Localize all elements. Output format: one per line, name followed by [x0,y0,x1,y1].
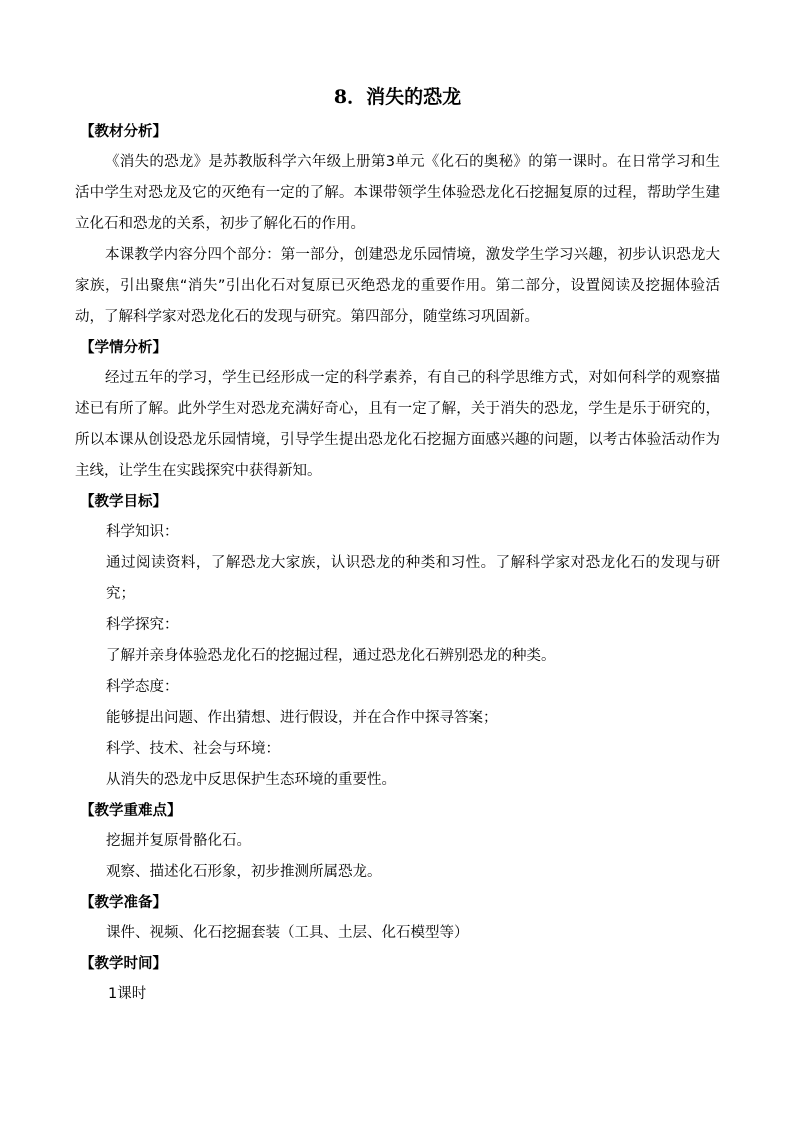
section-heading-key-points: 【教学重难点】 [80,803,182,819]
objective-attitude-label: 科学态度： [106,679,179,695]
analysis-paragraph-1: 《消失的恐龙》是苏教版科学六年级上册第3单元《化石的奥秘》的第一课时。在日常学习和生活中学生对恐龙及它的灭绝有一定的了解。本课带领学生体验恐龙化石挖掘复原的过程，帮助学生建立化石和恐龙的关系，初步了解化石的作用。 [75,154,720,232]
section-time [75,949,720,1010]
document-title: 8．消失的恐龙 [333,86,462,108]
key-point-item: 观察、描述化石形象，初步推测所属恐龙。 [106,864,382,880]
section-analysis [75,117,720,333]
objective-inquiry-label: 科学探究： [106,617,179,633]
objective-sts-label: 科学、技术、社会与环境： [106,741,280,757]
key-point-item: 挖掘并复原骨骼化石。 [106,833,251,849]
section-objectives [75,487,720,796]
preparation-item: 课件、视频、化石挖掘套装（工具、土层、化石模型等） [106,925,469,941]
analysis-paragraph-2: 本课教学内容分四个部分：第一部分，创建恐龙乐园情境，激发学生学习兴趣，初步认识恐龙大家族，引出聚焦“消失”引出化石对复原已灭绝恐龙的重要作用。第二部分，设置阅读及挖掘体验活动，了解科学家对恐龙化石的发现与研究。第四部分，随堂练习巩固新。 [75,247,720,325]
objective-sts-text: 从消失的恐龙中反思保护生态环境的重要性。 [106,772,396,788]
objective-knowledge-label: 科学知识： [106,524,179,540]
time-item: 1课时 [108,986,147,1002]
section-heading-analysis: 【教材分析】 [80,124,167,140]
section-heading-objectives: 【教学目标】 [80,494,167,510]
section-preparation [75,888,720,949]
section-key-points [75,796,720,888]
document-page [75,82,720,1010]
section-learners [75,333,720,487]
objective-inquiry-text: 了解并亲身体验恐龙化石的挖掘过程，通过恐龙化石辨别恐龙的种类。 [106,648,556,664]
learners-paragraph-1: 经过五年的学习，学生已经形成一定的科学素养，有自己的科学思维方式，对如何科学的观察描述已有所了解。此外学生对恐龙充满好奇心，且有一定了解，关于消失的恐龙，学生是乐于研究的，所以本课从创设恐龙乐园情境，引导学生提出恐龙化石挖掘方面感兴趣的问题，以考古体验活动作为主线，让学生在实践探究中获得新知。 [75,370,720,479]
section-heading-learners: 【学情分析】 [80,340,167,356]
objective-attitude-text: 能够提出问题、作出猜想、进行假设，并在合作中探寻答案； [106,710,498,726]
objective-knowledge-text: 通过阅读资料，了解恐龙大家族，认识恐龙的种类和习性。了解科学家对恐龙化石的发现与研究； [106,555,720,602]
section-heading-time: 【教学时间】 [80,956,167,972]
section-heading-preparation: 【教学准备】 [80,895,167,911]
